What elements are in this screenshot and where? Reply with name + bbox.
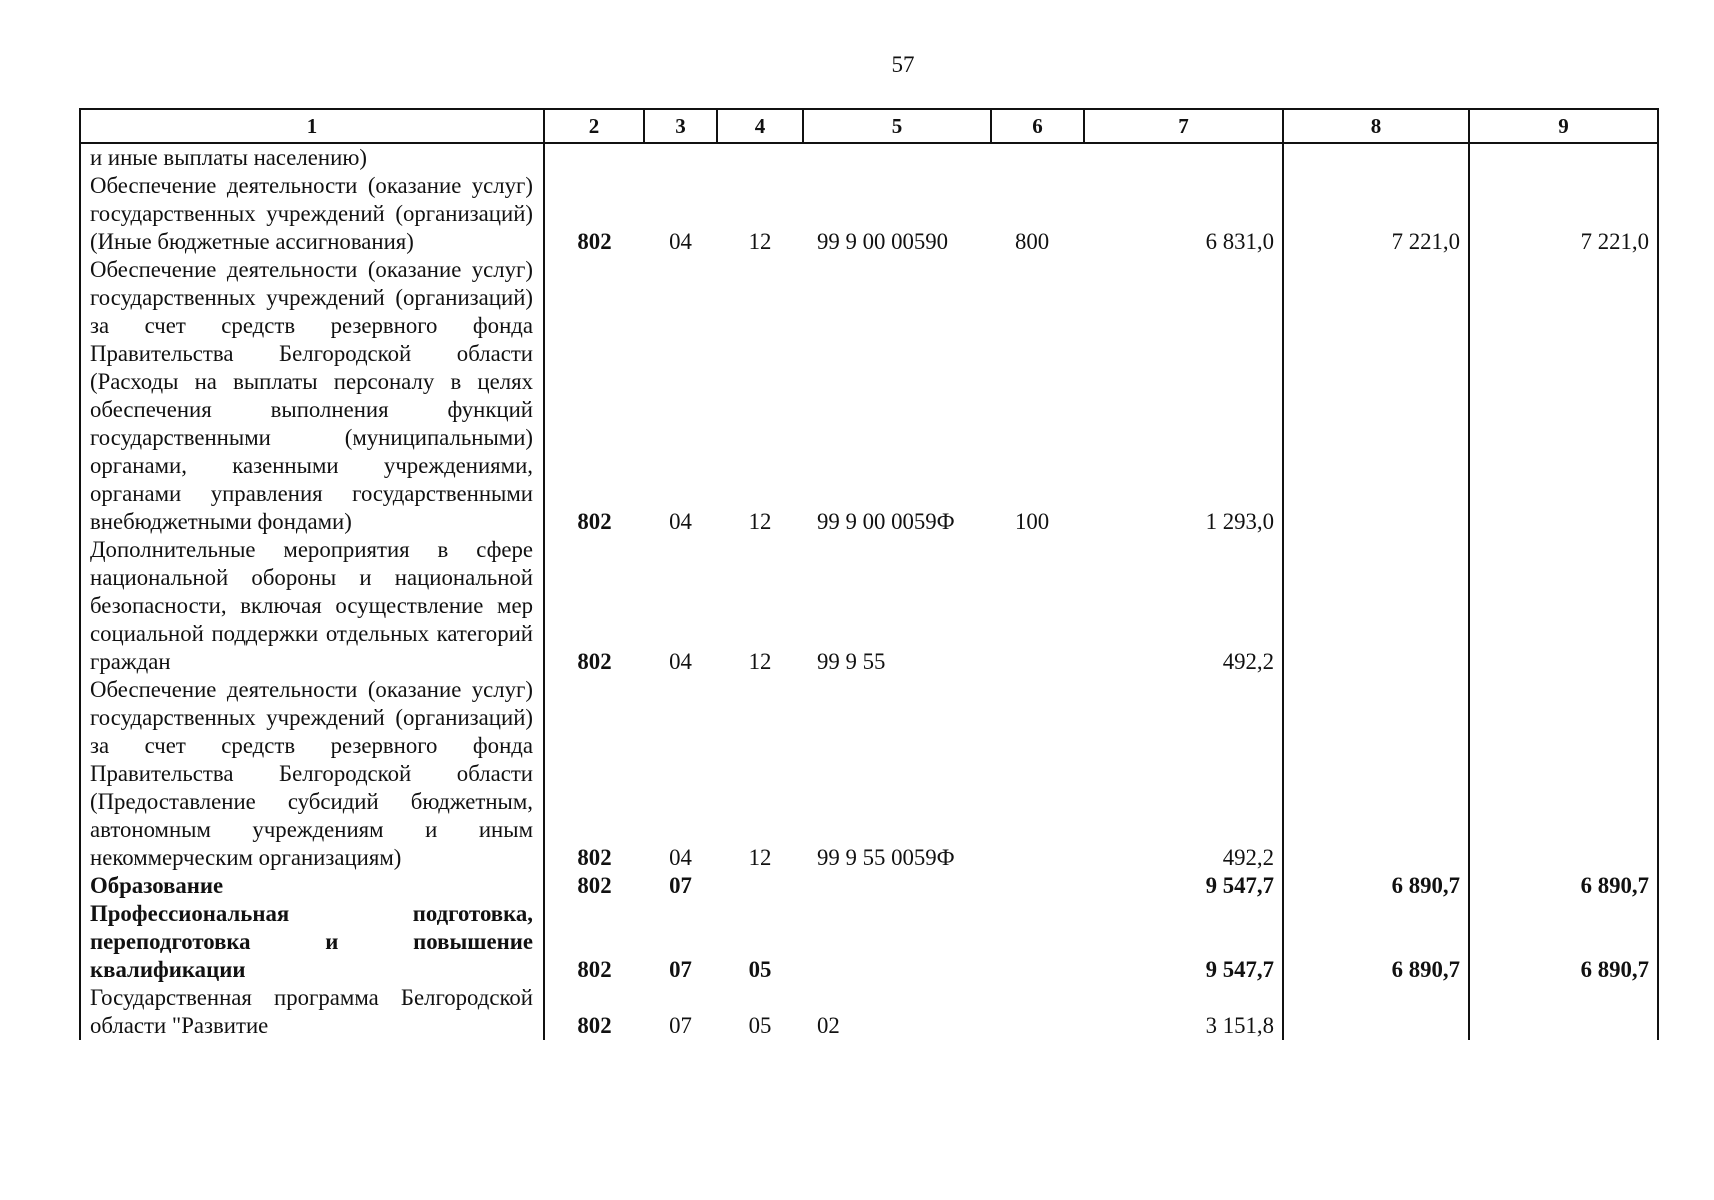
row-name: Обеспечение деятельности (оказание услуг) государственных учреждений (организаций) (Иные бюджетные ассигнования)	[80, 172, 544, 256]
row-subsection-code: 12	[748, 649, 772, 674]
row-target-code: 99 9 00 0059Ф	[817, 509, 955, 534]
row-section-code: 04	[669, 229, 692, 254]
row-ministry-code: 802	[577, 1013, 612, 1038]
row-target-code: 99 9 55	[817, 649, 886, 674]
row-expense-type	[991, 676, 1084, 872]
row-amount-col7	[1084, 143, 1283, 172]
column-header-6: 6	[991, 109, 1084, 143]
budget-table	[79, 108, 1659, 1040]
row-ministry-code	[544, 143, 644, 172]
row-expense-type: 800	[1015, 229, 1050, 254]
row-section-code: 04	[669, 509, 692, 534]
column-header-1: 1	[80, 109, 544, 143]
row-ministry-code: 802	[577, 509, 612, 534]
column-header-5: 5	[803, 109, 991, 143]
column-header-3: 3	[644, 109, 717, 143]
column-header-4: 4	[717, 109, 803, 143]
row-subsection-code: 05	[748, 1013, 772, 1038]
row-amount-col8	[1283, 256, 1469, 536]
column-header-2: 2	[544, 109, 644, 143]
row-name: Государственная программа Белгородской области "Развитие	[80, 984, 544, 1040]
table-row	[80, 984, 1658, 1040]
row-amount-col9: 6 890,7	[1469, 872, 1658, 900]
page-number: 57	[891, 52, 915, 77]
row-amount-col9	[1469, 984, 1658, 1040]
row-amount-col7: 1 293,0	[1084, 256, 1283, 536]
row-name: Обеспечение деятельности (оказание услуг) государственных учреждений (организаций) за счет средств резервного фонда Правительства Белгородской области (Расходы на выплаты персоналу в целях обеспечения выполнения функций государственными (муниципальными) органами, казенными учреждениями, органами управления государственными внебюджетными фондами)	[80, 256, 544, 536]
row-target-code: 02	[817, 1013, 840, 1038]
table-row	[80, 872, 1658, 900]
row-name: Профессиональная подготовка, переподготовка и повышение квалификации	[80, 900, 544, 984]
row-expense-type	[991, 984, 1084, 1040]
table-row	[80, 143, 1658, 172]
row-ministry-code: 802	[577, 229, 612, 254]
row-ministry-code: 802	[577, 957, 612, 982]
row-amount-col9	[1469, 256, 1658, 536]
row-amount-col9	[1469, 676, 1658, 872]
row-ministry-code: 802	[577, 873, 612, 898]
row-amount-col8	[1283, 676, 1469, 872]
row-amount-col7: 9 547,7	[1084, 872, 1283, 900]
table-row	[80, 900, 1658, 984]
column-header-7: 7	[1084, 109, 1283, 143]
row-amount-col8: 7 221,0	[1283, 172, 1469, 256]
row-section-code: 07	[669, 1013, 692, 1038]
row-name: Дополнительные мероприятия в сфере национальной обороны и национальной безопасности, включая осуществление мер социальной поддержки отдельных категорий граждан	[80, 536, 544, 676]
row-amount-col8	[1283, 536, 1469, 676]
row-section-code: 04	[669, 845, 692, 870]
column-header-9: 9	[1469, 109, 1658, 143]
row-ministry-code: 802	[577, 649, 612, 674]
row-subsection-code: 05	[748, 957, 772, 982]
row-amount-col8: 6 890,7	[1283, 872, 1469, 900]
row-expense-type	[991, 872, 1084, 900]
row-expense-type	[991, 143, 1084, 172]
table-header-row	[80, 109, 1658, 143]
row-amount-col8	[1283, 143, 1469, 172]
row-amount-col7: 3 151,8	[1084, 984, 1283, 1040]
row-ministry-code: 802	[577, 845, 612, 870]
row-target-code	[803, 872, 991, 900]
column-header-8: 8	[1283, 109, 1469, 143]
table-row	[80, 256, 1658, 536]
row-section-code	[644, 143, 717, 172]
row-amount-col9: 7 221,0	[1469, 172, 1658, 256]
row-section-code: 04	[669, 649, 692, 674]
row-name: Образование	[80, 872, 544, 900]
row-amount-col9	[1469, 143, 1658, 172]
table-row	[80, 676, 1658, 872]
row-expense-type: 100	[1015, 509, 1050, 534]
row-target-code: 99 9 00 00590	[817, 229, 949, 254]
row-subsection-code: 12	[748, 229, 772, 254]
row-name: Обеспечение деятельности (оказание услуг) государственных учреждений (организаций) за счет средств резервного фонда Правительства Белгородской области (Предоставление субсидий бюджетным, автономным учреждениям и иным некоммерческим организациям)	[80, 676, 544, 872]
row-amount-col8: 6 890,7	[1283, 900, 1469, 984]
row-subsection-code	[717, 872, 803, 900]
row-target-code	[803, 900, 991, 984]
row-expense-type	[991, 900, 1084, 984]
row-target-code: 99 9 55 0059Ф	[817, 845, 955, 870]
row-amount-col7: 9 547,7	[1084, 900, 1283, 984]
row-amount-col9: 6 890,7	[1469, 900, 1658, 984]
row-subsection-code	[717, 143, 803, 172]
row-section-code: 07	[669, 957, 692, 982]
row-amount-col9	[1469, 536, 1658, 676]
row-section-code: 07	[669, 873, 692, 898]
row-subsection-code: 12	[748, 509, 772, 534]
row-target-code	[803, 143, 991, 172]
row-subsection-code: 12	[748, 845, 772, 870]
row-amount-col7: 492,2	[1084, 676, 1283, 872]
row-name: и иные выплаты населению)	[80, 143, 544, 172]
table-row	[80, 172, 1658, 256]
row-amount-col7: 6 831,0	[1084, 172, 1283, 256]
row-amount-col8	[1283, 984, 1469, 1040]
row-amount-col7: 492,2	[1084, 536, 1283, 676]
row-expense-type	[991, 536, 1084, 676]
table-row	[80, 536, 1658, 676]
